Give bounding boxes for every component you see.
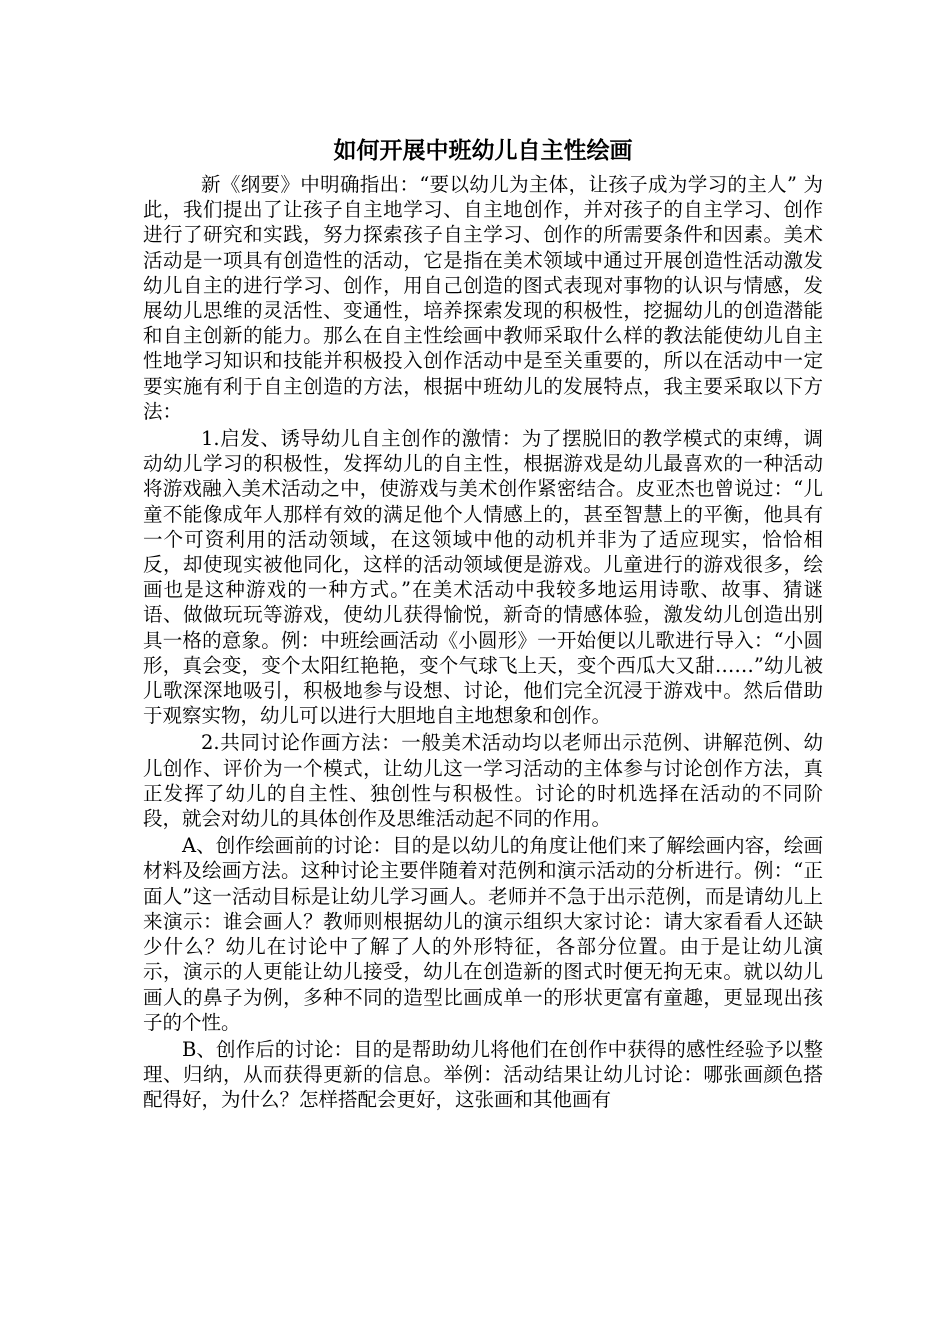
paragraph-method-2: 2.共同讨论作画方法：一般美术活动均以老师出示范例、讲解范例、幼儿创作、评价为一个模式，让幼儿这一学习活动的主体参与讨论创作方法，真正发挥了幼儿的自主性、独创性与积极性。讨论的时机选择在活动的不同阶段，就会对幼儿的具体创作及思维活动起不同的作用。	[143, 731, 823, 831]
paragraph-section-b: B、创作后的讨论：目的是帮助幼儿将他们在创作中获得的感性经验予以整理、归纳，从而获得更新的信息。举例：活动结果让幼儿讨论：哪张画颜色搭配得好，为什么？怎样搭配会更好，这张画和其他画有	[143, 1037, 823, 1112]
paragraph-intro: 新《纲要》中明确指出：“要以幼儿为主体，让孩子成为学习的主人” 为此，我们提出了让孩子自主地学习、自主地创作，并对孩子的自主学习、创作进行了研究和实践，努力探索孩子自主学习、创作的所需要条件和因素。美术活动是一项具有创造性的活动，它是指在美术领域中通过开展创造性活动激发幼儿自主的进行学习、创作，用自己创造的图式表现对事物的认识与情感，发展幼儿思维的灵活性、变通性，培养探索发现的积极性，挖掘幼儿的创造潜能和自主创新的能力。那么在自主性绘画中教师采取什么样的教法能使幼儿自主性地学习知识和技能并积极投入创作活动中是至关重要的，所以在活动中一定要实施有利于自主创造的方法，根据中班幼儿的发展特点，我主要采取以下方法：	[143, 173, 823, 423]
paragraph-section-a: A、创作绘画前的讨论：目的是以幼儿的角度让他们来了解绘画内容，绘画材料及绘画方法。这种讨论主要伴随着对范例和演示活动的分析进行。例：“正面人”这一活动目标是让幼儿学习画人。老师并不急于出示范例，而是请幼儿上来演示：谁会画人？教师则根据幼儿的演示组织大家讨论：请大家看看人还缺少什么？幼儿在讨论中了解了人的外形特征，各部分位置。由于是让幼儿演示，演示的人更能让幼儿接受，幼儿在创造新的图式时便无拘无束。就以幼儿画人的鼻子为例，多种不同的造型比画成单一的形状更富有童趣，更显现出孩子的个性。	[143, 834, 823, 1034]
document-body	[143, 134, 823, 1113]
paragraph-method-1: 1.启发、诱导幼儿自主创作的激情：为了摆脱旧的教学模式的束缚，调动幼儿学习的积极性，发挥幼儿的自主性，根据游戏是幼儿最喜欢的一种活动将游戏融入美术活动之中，使游戏与美术创作紧密结合。皮亚杰也曾说过：“儿童不能像成年人那样有效的满足他个人情感上的，甚至智慧上的平衡，他具有一个可资利用的活动领域，在这领域中他的动机并非为了适应现实，恰恰相反，却使现实被他同化，这样的活动领域便是游戏。儿童进行的游戏很多，绘画也是这种游戏的一种方式。”在美术活动中我较多地运用诗歌、故事、猜谜语、做做玩玩等游戏，使幼儿获得愉悦，新奇的情感体验，激发幼儿创造出别具一格的意象。例：中班绘画活动《小圆形》一开始便以儿歌进行导入：“小圆形，真会变，变个太阳红艳艳，变个气球飞上天，变个西瓜大又甜……”幼儿被儿歌深深地吸引，积极地参与设想、讨论，他们完全沉浸于游戏中。然后借助于观察实物，幼儿可以进行大胆地自主地想象和创作。	[143, 427, 823, 728]
document-title: 如何开展中班幼儿自主性绘画	[333, 138, 633, 164]
